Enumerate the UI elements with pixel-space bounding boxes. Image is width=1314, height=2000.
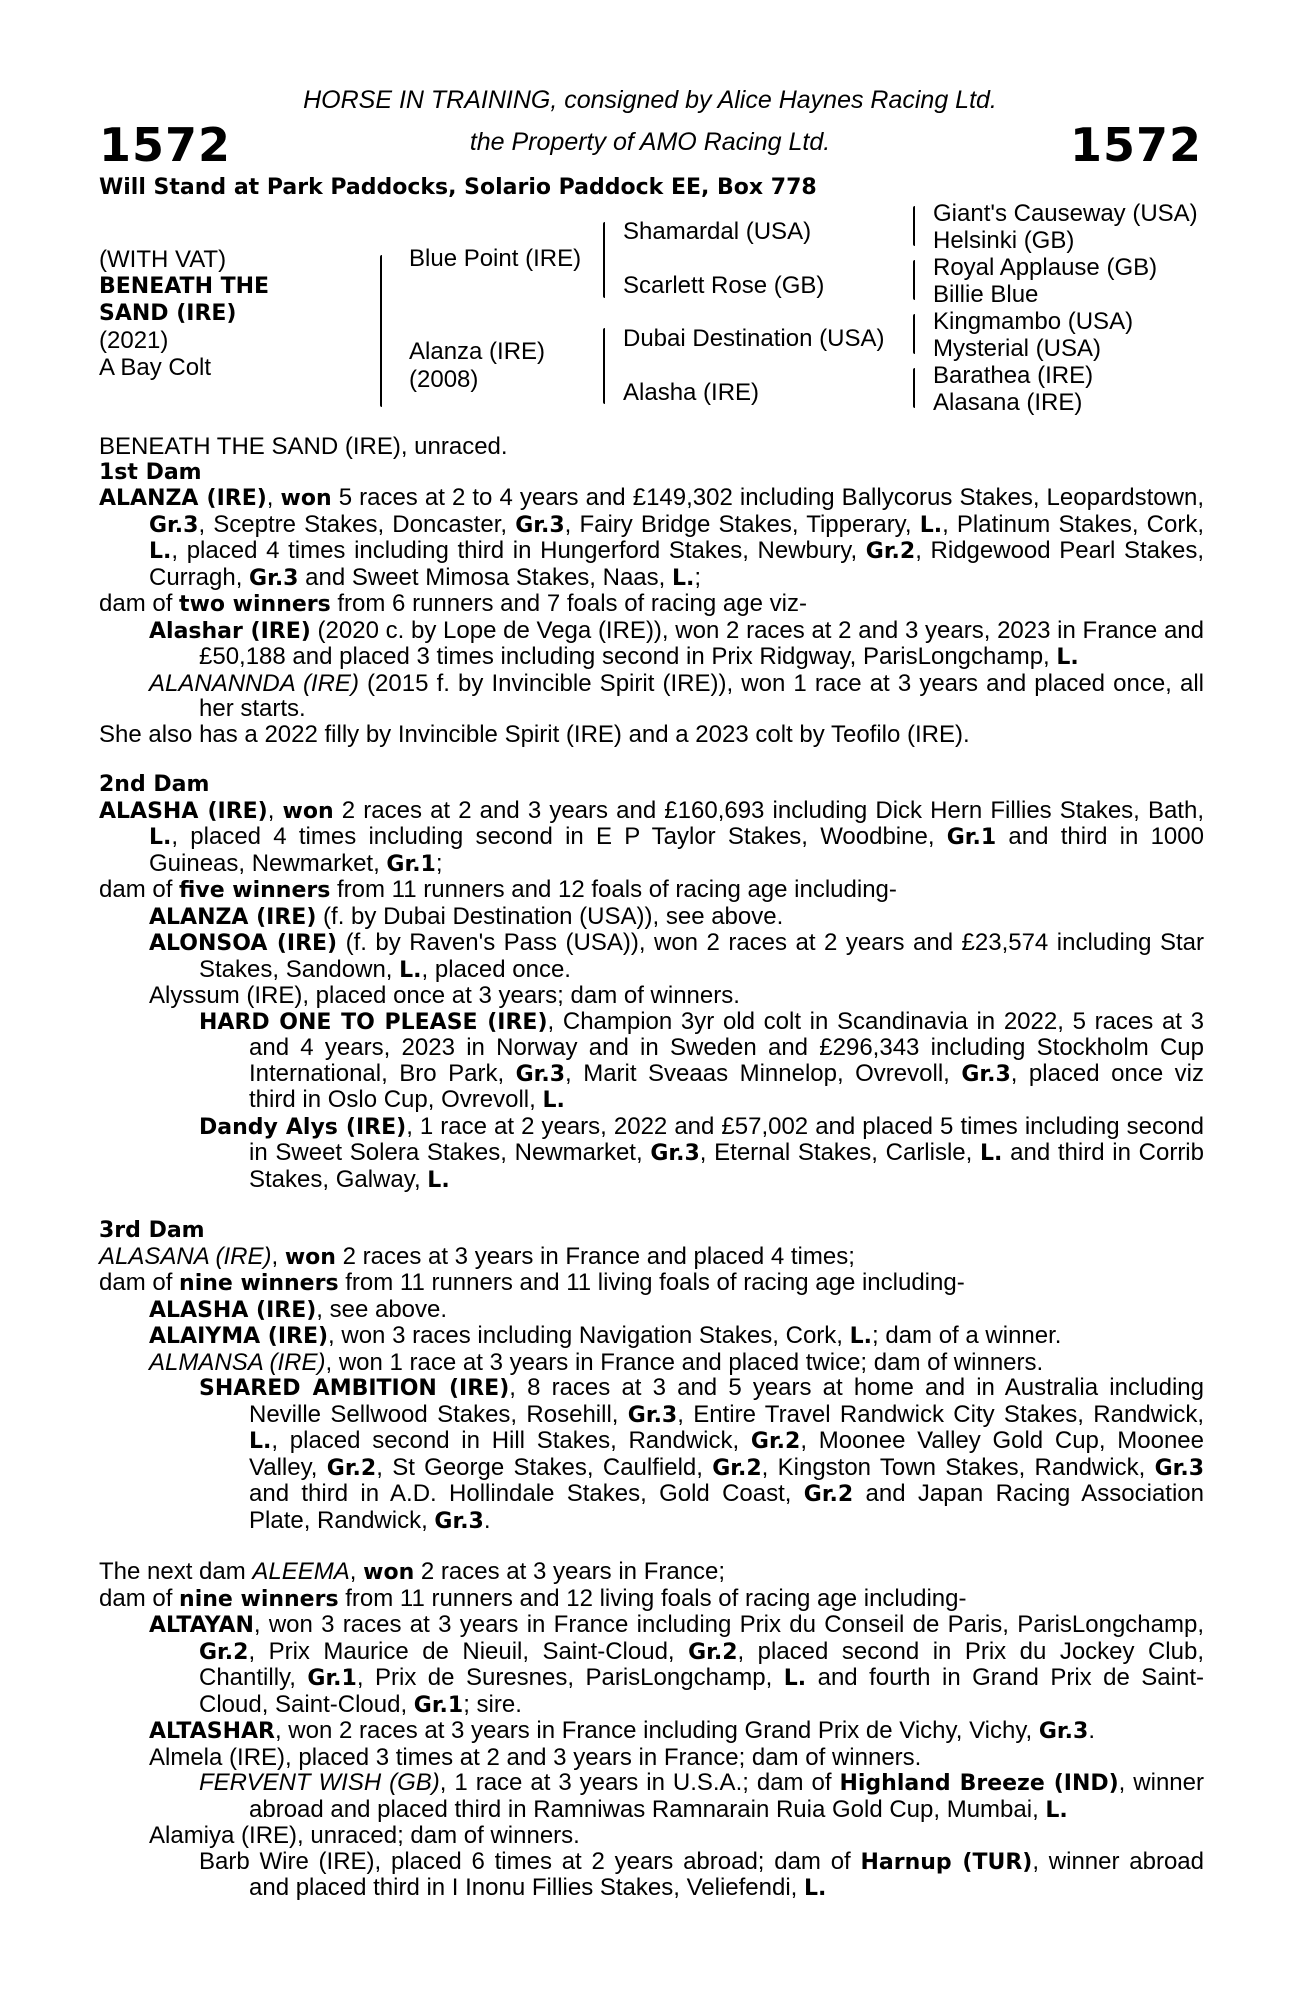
spacer bbox=[99, 1534, 1204, 1559]
text-run: and Sweet Mimosa Stakes, Naas, bbox=[298, 563, 672, 591]
text-run: . bbox=[1088, 1717, 1095, 1744]
produce-almansa bbox=[99, 1350, 1204, 1376]
grade: Gr.2 bbox=[688, 1639, 738, 1665]
horse-name: ALMANSA (IRE) bbox=[149, 1348, 326, 1376]
text-run: , Prix Maurice de Nieuil, Saint-Cloud, bbox=[248, 1637, 689, 1665]
winners-count: two winners bbox=[179, 592, 331, 617]
text-run: , 1 race at 2 years, 2022 and £57,002 and placed 5 times including second in Sweet Solera Stakes, Newmarket, bbox=[249, 1112, 1204, 1166]
dam-parents-brace bbox=[603, 328, 605, 404]
text-run: (2020 c. by Lope de Vega (IRE)), won 2 races at 2 and 3 years, 2023 in France and £50,188 and placed 3 times including second in Prix Ridgway, ParisLongchamp, bbox=[199, 616, 1204, 670]
horse-name: SHARED AMBITION (IRE) bbox=[199, 1376, 510, 1401]
grade: L. bbox=[1045, 1797, 1068, 1823]
produce-hard-one-to-please bbox=[99, 1009, 1204, 1114]
text-run: , won 3 races at 3 years in France including Prix du Conseil de Paris, ParisLongchamp, bbox=[253, 1611, 1204, 1638]
lot-number-left: 1572 bbox=[99, 118, 232, 172]
text-run: , won 3 races including Navigation Stakes, Cork, bbox=[328, 1322, 850, 1349]
text-run: 2 races at 3 years in France; bbox=[414, 1558, 726, 1585]
unraced-line: BENEATH THE SAND (IRE), unraced. bbox=[99, 433, 508, 460]
text-run: , Platinum Stakes, Cork, bbox=[942, 510, 1204, 538]
dam-name: ALEEMA bbox=[252, 1558, 350, 1585]
text-run: , placed 4 times including third in Hungerford Stakes, Newbury, bbox=[171, 537, 866, 564]
brace-g1 bbox=[913, 206, 915, 246]
dam-dam: Alasha (IRE) bbox=[623, 379, 760, 406]
horse-name: Dandy Alys (IRE) bbox=[199, 1114, 407, 1140]
winners-count: five winners bbox=[179, 878, 331, 903]
produce-altashar bbox=[99, 1718, 1204, 1745]
won-label: won bbox=[284, 1244, 336, 1270]
horse-name: ALANZA (IRE) bbox=[149, 904, 317, 930]
first-dam-produce bbox=[99, 591, 1204, 618]
gg-1: Giant's Causeway (USA) bbox=[933, 200, 1198, 227]
text-run: , bbox=[349, 1558, 364, 1585]
grade: L. bbox=[783, 1666, 807, 1691]
text-run: ; bbox=[694, 563, 702, 591]
dam-name: ALANZA (IRE) bbox=[99, 486, 267, 511]
grade: L. bbox=[919, 512, 943, 538]
text-run: , placed second in Hill Stakes, Randwick, bbox=[271, 1427, 751, 1454]
second-dam-record bbox=[99, 798, 1204, 878]
produce-altayan bbox=[99, 1612, 1204, 1718]
horse-name: ALONSOA (IRE) bbox=[149, 931, 338, 956]
text-run: , placed once viz third in Oslo Cup, Ovrevoll, bbox=[249, 1059, 1204, 1113]
won-label: won bbox=[363, 1560, 415, 1585]
gg-6: Mysterial (USA) bbox=[933, 335, 1102, 362]
grade: Gr.2 bbox=[199, 1639, 249, 1665]
grade: L. bbox=[849, 1324, 873, 1349]
grade: Gr.1 bbox=[946, 825, 997, 850]
text-run: and fourth in Grand Prix de Saint-Cloud, Saint-Cloud, bbox=[199, 1664, 1204, 1718]
produce-alaiyma bbox=[99, 1323, 1204, 1350]
text-run: , Entire Travel Randwick City Stakes, Randwick, bbox=[677, 1400, 1205, 1428]
produce-alasha bbox=[99, 1297, 1204, 1324]
horse-name: FERVENT WISH (GB) bbox=[199, 1769, 440, 1796]
text-run: , 1 race at 3 years in U.S.A.; dam of bbox=[439, 1769, 840, 1796]
dam-year: (2008) bbox=[409, 366, 479, 393]
grade: Gr.3 bbox=[627, 1402, 678, 1428]
grade: L. bbox=[542, 1088, 565, 1113]
gg-5: Kingmambo (USA) bbox=[933, 308, 1134, 335]
text-run: , placed once. bbox=[421, 955, 571, 983]
text-run: dam of bbox=[99, 876, 180, 903]
catalogue-body bbox=[99, 434, 1204, 1902]
horse-name: ALTASHAR bbox=[149, 1719, 275, 1744]
grade: L. bbox=[980, 1141, 1003, 1166]
header-consignor: HORSE IN TRAINING, consigned by Alice Haynes Racing Ltd. bbox=[303, 86, 997, 114]
second-dam-produce bbox=[99, 877, 1204, 904]
horse-name: ALAIYMA (IRE) bbox=[149, 1324, 329, 1349]
produce-alashar bbox=[99, 618, 1204, 671]
text-run: , bbox=[271, 1242, 285, 1270]
first-dam-heading: 1st Dam bbox=[99, 459, 202, 485]
text-run: , Ridgewood Pearl Stakes, Curragh, bbox=[149, 537, 1204, 591]
sire-dam: Scarlett Rose (GB) bbox=[623, 272, 825, 299]
grade: Gr.3 bbox=[515, 512, 565, 538]
text-run: 5 races at 2 to 4 years and £149,302 including Ballycorus Stakes, Leopardstown, bbox=[331, 484, 1204, 511]
text-run: The next dam bbox=[99, 1558, 253, 1585]
text-run: and third in A.D. Hollindale Stakes, Gold Coast, bbox=[249, 1480, 804, 1507]
grade: Gr.1 bbox=[413, 1692, 464, 1718]
sire-parents-brace bbox=[603, 222, 605, 298]
gg-7: Barathea (IRE) bbox=[933, 362, 1094, 389]
grade: Gr.3 bbox=[434, 1508, 484, 1534]
text-run: , Sceptre Stakes, Doncaster, bbox=[198, 510, 516, 538]
text-run: from 11 runners and 11 living foals of racing age including- bbox=[338, 1269, 965, 1296]
text-run: 2 races at 3 years in France and placed 4 times; bbox=[335, 1242, 855, 1270]
text-run: ; bbox=[435, 849, 443, 877]
sire-sire: Shamardal (USA) bbox=[623, 218, 812, 245]
text-run: , see above. bbox=[316, 1295, 448, 1323]
text-run: and third in 1000 Guineas, Newmarket, bbox=[149, 823, 1204, 877]
text-run: and Japan Racing Association Plate, Randwick, bbox=[249, 1480, 1204, 1534]
text-run: , winner abroad and placed third in I Inonu Fillies Stakes, Veliefendi, bbox=[249, 1847, 1204, 1901]
next-dam-record bbox=[99, 1559, 1204, 1586]
grade: Gr.1 bbox=[307, 1666, 357, 1691]
third-dam-record bbox=[99, 1244, 1204, 1271]
grade: Gr.2 bbox=[865, 539, 916, 564]
text-run: , Champion 3yr old colt in Scandinavia in 2022, 5 races at 3 and 4 years, 2023 in Norway and in Sweden and £296,343 including Stockholm Cup International, Bro Park, bbox=[249, 1007, 1204, 1087]
text-run: , won 2 races at 3 years in France including Grand Prix de Vichy, Vichy, bbox=[274, 1717, 1039, 1744]
brace-g4 bbox=[913, 368, 915, 408]
grade: Gr.3 bbox=[149, 512, 199, 538]
horse-name: ALTAYAN bbox=[149, 1613, 254, 1638]
gg-8: Alasana (IRE) bbox=[933, 389, 1083, 416]
grade: Gr.3 bbox=[961, 1061, 1011, 1087]
grade: Gr.2 bbox=[803, 1482, 854, 1507]
horse-name: ALANANNDA (IRE) bbox=[149, 669, 359, 697]
text-run: dam of bbox=[99, 1584, 180, 1612]
spacer bbox=[99, 1193, 1204, 1218]
grade: L. bbox=[249, 1429, 272, 1454]
third-dam-heading: 3rd Dam bbox=[99, 1218, 205, 1243]
text-run: , Eternal Stakes, Carlisle, bbox=[699, 1139, 981, 1166]
dam-name: ALASANA (IRE) bbox=[99, 1242, 272, 1270]
text-run: (f. by Raven's Pass (USA)), won 2 races at 2 years and £23,574 including Star Stakes, Sandown, bbox=[199, 929, 1205, 983]
text-run: , bbox=[266, 484, 281, 511]
horse-year: (2021) bbox=[99, 327, 169, 354]
text-run: . bbox=[483, 1506, 491, 1534]
text-run: ; sire. bbox=[463, 1690, 522, 1718]
horse-name: Alashar (IRE) bbox=[149, 618, 311, 644]
produce-almela: Almela (IRE), placed 3 times at 2 and 3 years in France; dam of winners. bbox=[149, 1743, 922, 1771]
brace-g2 bbox=[913, 260, 915, 300]
text-run: Barb Wire (IRE), placed 6 times at 2 years abroad; dam of bbox=[199, 1847, 861, 1875]
produce-barb-wire bbox=[99, 1849, 1204, 1902]
grade: Gr.3 bbox=[1038, 1719, 1089, 1744]
dam-name: ALASHA (IRE) bbox=[99, 798, 268, 824]
dam-sire: Dubai Destination (USA) bbox=[623, 325, 885, 352]
grade: L. bbox=[671, 565, 695, 591]
gg-3: Royal Applause (GB) bbox=[933, 254, 1158, 281]
text-run: , placed second in Prix du Jockey Club, Chantilly, bbox=[199, 1637, 1205, 1691]
text-run: , Moonee Valley Gold Cup, Moonee Valley, bbox=[249, 1427, 1204, 1481]
text-run: from 11 runners and 12 foals of racing age including- bbox=[330, 876, 897, 903]
text-run: , St George Stakes, Caulfield, bbox=[376, 1453, 713, 1481]
produce-shared-ambition bbox=[99, 1375, 1204, 1534]
text-run: from 6 runners and 7 foals of racing age viz- bbox=[330, 590, 807, 617]
produce-alanannda bbox=[99, 671, 1204, 722]
third-dam-produce bbox=[99, 1270, 1204, 1297]
grade: L. bbox=[399, 957, 422, 983]
first-dam-note: She also has a 2022 filly by Invincible Spirit (IRE) and a 2023 colt by Teofilo (IRE). bbox=[99, 720, 970, 748]
second-dam-heading: 2nd Dam bbox=[99, 772, 210, 797]
grade: Gr.2 bbox=[326, 1455, 377, 1481]
spacer bbox=[99, 747, 1204, 772]
header-property: the Property of AMO Racing Ltd. bbox=[469, 128, 831, 156]
text-run: , bbox=[267, 796, 283, 824]
text-run: (f. by Dubai Destination (USA)), see above. bbox=[316, 902, 784, 930]
grade: L. bbox=[149, 539, 172, 564]
grade: Gr.3 bbox=[650, 1141, 700, 1166]
produce-alamiya: Alamiya (IRE), unraced; dam of winners. bbox=[149, 1822, 580, 1849]
grade: L. bbox=[427, 1167, 450, 1193]
text-run: , placed 4 times including second in E P Taylor Stakes, Woodbine, bbox=[171, 823, 947, 850]
won-label: won bbox=[282, 798, 334, 824]
text-run: , won 1 race at 3 years in France and placed twice; dam of winners. bbox=[325, 1348, 1044, 1376]
horse-name: Highland Breeze (IND) bbox=[839, 1771, 1119, 1796]
text-run: 2 races at 2 and 3 years and £160,693 including Dick Hern Fillies Stakes, Bath, bbox=[333, 796, 1204, 824]
grade: Gr.3 bbox=[249, 565, 299, 591]
text-run: , Prix de Suresnes, ParisLongchamp, bbox=[356, 1664, 784, 1691]
winners-count: nine winners bbox=[179, 1586, 339, 1612]
horse-name-2: SAND (IRE) bbox=[99, 301, 237, 326]
horse-name: ALASHA (IRE) bbox=[149, 1297, 317, 1323]
horse-description: A Bay Colt bbox=[99, 354, 212, 381]
produce-alyssum: Alyssum (IRE), placed once at 3 years; dam of winners. bbox=[149, 982, 740, 1009]
grade: L. bbox=[804, 1876, 827, 1901]
grade: Gr.3 bbox=[515, 1061, 566, 1087]
grade: Gr.1 bbox=[386, 851, 436, 877]
text-run: dam of bbox=[99, 590, 180, 617]
brace-g3 bbox=[913, 314, 915, 354]
text-run: , Kingston Town Stakes, Randwick, bbox=[761, 1453, 1155, 1481]
text-run: from 11 runners and 12 living foals of racing age including- bbox=[338, 1584, 967, 1612]
grade: Gr.3 bbox=[1154, 1455, 1205, 1481]
text-run: , Marit Sveaas Minnelop, Ovrevoll, bbox=[565, 1059, 962, 1087]
produce-fervent-wish bbox=[99, 1770, 1204, 1823]
pedigree bbox=[0, 200, 1314, 420]
grade: Gr.2 bbox=[750, 1429, 801, 1454]
grade: L. bbox=[149, 825, 172, 850]
sire: Blue Point (IRE) bbox=[409, 245, 582, 272]
horse-name-1: BENEATH THE bbox=[99, 274, 270, 299]
won-label: won bbox=[280, 486, 332, 511]
produce-dandy-alys bbox=[99, 1114, 1204, 1194]
text-run: , winner abroad and placed third in Ramniwas Ramnarain Ruia Gold Cup, Mumbai, bbox=[249, 1769, 1204, 1823]
winners-count: nine winners bbox=[179, 1271, 339, 1296]
next-dam-produce bbox=[99, 1586, 1204, 1613]
text-run: , 8 races at 3 and 5 years at home and in Australia including Neville Sellwood Stakes, Rosehill, bbox=[249, 1374, 1205, 1428]
grade: L. bbox=[1056, 645, 1079, 670]
text-run: , Fairy Bridge Stakes, Tipperary, bbox=[564, 510, 920, 538]
dam: Alanza (IRE) bbox=[409, 338, 546, 365]
text-run: (2015 f. by Invincible Spirit (IRE)), won 1 race at 3 years and placed once, all her starts. bbox=[199, 669, 1204, 722]
produce-alonsoa bbox=[99, 930, 1204, 983]
horse-name: HARD ONE TO PLEASE (IRE) bbox=[199, 1009, 548, 1035]
vat-note: (WITH VAT) bbox=[99, 246, 227, 273]
gg-4: Billie Blue bbox=[933, 281, 1039, 308]
sire-dam-brace bbox=[380, 255, 382, 407]
lot-number-right: 1572 bbox=[1069, 118, 1202, 172]
produce-alanza bbox=[99, 904, 1204, 931]
grade: Gr.2 bbox=[712, 1455, 762, 1481]
first-dam-record bbox=[99, 485, 1204, 591]
gg-2: Helsinki (GB) bbox=[933, 227, 1075, 254]
horse-name: Harnup (TUR) bbox=[860, 1849, 1033, 1875]
text-run: dam of bbox=[99, 1269, 180, 1296]
stand-location: Will Stand at Park Paddocks, Solario Paddock EE, Box 778 bbox=[99, 175, 817, 200]
text-run: ; dam of a winner. bbox=[872, 1322, 1062, 1349]
text-run: and third in Corrib Stakes, Galway, bbox=[249, 1139, 1204, 1193]
